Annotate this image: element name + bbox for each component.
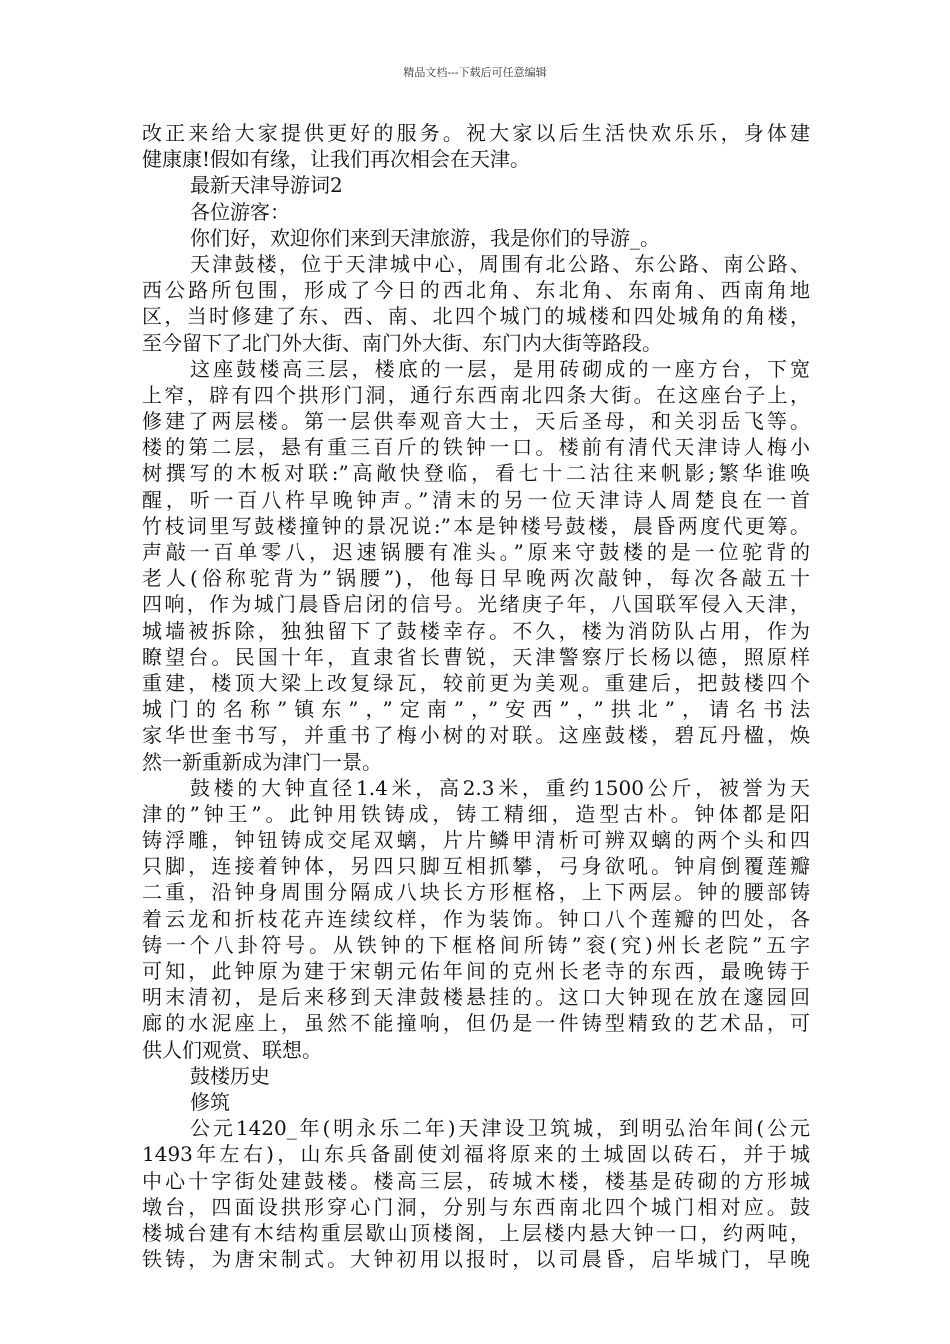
text-line: 醒，听一百八杵早晚钟声。”清末的另一位天津诗人周楚良在一首 — [142, 487, 810, 512]
text-line: 供人们观赏、联想。 — [142, 1037, 322, 1062]
text-line: 树撰写的木板对联:”高敞快登临，看七十二沽往来帆影;繁华谁唤 — [142, 461, 810, 486]
text-line: 区，当时修建了东、西、南、北四个城门的城楼和四处城角的角楼， — [142, 304, 810, 329]
text-line: 改正来给大家提供更好的服务。祝大家以后生活快欢乐乐，身体建 — [142, 121, 810, 145]
text-line: 健康康!假如有缘，让我们再次相会在天津。 — [142, 147, 531, 172]
text-line: 瞭望台。民国十年，直隶省长曹锐，天津警察厅长杨以德，照原样 — [142, 644, 810, 669]
text-line: 西公路所包围，形成了今日的西北角、东北角、东南角、西南角地 — [142, 278, 810, 303]
text-line: 你们好，欢迎你们来到天津旅游，我是你们的导游_。 — [190, 225, 660, 250]
text-line: 廊的水泥座上，虽然不能撞响，但仍是一件铸型精致的艺术品，可 — [142, 1011, 810, 1036]
text-line: 修筑 — [190, 1089, 230, 1114]
text-line: 铁铸，为唐宋制式。大钟初用以报时，以司晨昏，启毕城门，早晚 — [142, 1247, 810, 1272]
text-line: 中心十字街处建鼓楼。楼高三层，砖城木楼，楼基是砖砌的方形城 — [142, 1168, 810, 1193]
page-header: 精品文档---下载后可任意编辑 — [403, 66, 547, 79]
text-line: 铸一个八卦符号。从铁钟的下框格间所铸”衮(究)州长老院”五字 — [142, 932, 810, 957]
text-line: 墩台，四面设拱形穿心门洞，分别与东西南北四个城门相对应。鼓 — [142, 1194, 810, 1219]
text-line: 修建了两层楼。第一层供奉观音大士，天后圣母，和关羽岳飞等。 — [142, 409, 810, 434]
text-line: 竹枝词里写鼓楼撞钟的景况说:”本是钟楼号鼓楼，晨昏两度代更筹。 — [142, 513, 810, 538]
text-line: 至今留下了北门外大街、南门外大街、东门内大街等路段。 — [142, 330, 662, 355]
text-line: 公元1420_年(明永乐二年)天津设卫筑城，到明弘治年间(公元 — [190, 1116, 810, 1141]
text-line: 楼的第二层，悬有重三百斤的铁钟一口。楼前有清代天津诗人梅小 — [142, 435, 810, 460]
text-line: 1493年左右)，山东兵备副使刘福将原来的土城固以砖石，并于城 — [142, 1142, 810, 1167]
text-line: 老人(俗称驼背为”锅腰”)，他每日早晚两次敲钟，每次各敲五十 — [142, 566, 810, 591]
text-line: 城门的名称”镇东”，”定南”，”安西”，”拱北”，请名书法 — [142, 697, 810, 722]
text-line: 然一新重新成为津门一景。 — [142, 749, 382, 774]
text-line: 重建，楼顶大梁上改复绿瓦，较前更为美观。重建后，把鼓楼四个 — [142, 670, 810, 695]
text-line: 楼城台建有木结构重层歇山顶楼阁，上层楼内悬大钟一口，约两吨， — [142, 1220, 810, 1245]
text-line: 天津鼓楼，位于天津城中心，周围有北公路、东公路、南公路、 — [190, 251, 810, 276]
text-line: 鼓楼历史 — [190, 1063, 270, 1088]
text-line: 家华世奎书写，并重书了梅小树的对联。这座鼓楼，碧瓦丹楹，焕 — [142, 723, 810, 748]
text-line: 这座鼓楼高三层，楼底的一层，是用砖砌成的一座方台，下宽 — [190, 356, 810, 381]
text-line: 城墙被拆除，独独留下了鼓楼幸存。不久，楼为消防队占用，作为 — [142, 618, 810, 643]
text-line: 二重，沿钟身周围分隔成八块长方形框格，上下两层。钟的腰部铸 — [142, 880, 810, 905]
document-body — [142, 120, 810, 1272]
text-line: 最新天津导游词2 — [190, 173, 343, 198]
text-line: 鼓楼的大钟直径1.4米，高2.3米，重约1500公斤，被誉为天 — [190, 775, 810, 800]
text-line: 四响，作为城门晨昏启闭的信号。光绪庚子年，八国联军侵入天津， — [142, 592, 810, 617]
text-line: 声敲一百单零八，迟速锅腰有准头。”原来守鼓楼的是一位驼背的 — [142, 540, 810, 564]
text-line: 明末清初，是后来移到天津鼓楼悬挂的。这口大钟现在放在邃园回 — [142, 985, 810, 1010]
text-line: 上窄，辟有四个拱形门洞，通行东西南北四条大街。在这座台子上， — [142, 382, 810, 407]
text-line: 各位游客： — [190, 199, 290, 224]
text-line: 只脚，连接着钟体，另四只脚互相抓攀，弓身欲吼。钟肩倒覆莲瓣 — [142, 854, 810, 879]
text-line: 津的”钟王”。此钟用铁铸成，铸工精细，造型古朴。钟体都是阳 — [142, 801, 810, 826]
text-line: 着云龙和折枝花卉连续纹样，作为装饰。钟口八个莲瓣的凹处，各 — [142, 906, 810, 931]
text-line: 铸浮雕，钟钮铸成交尾双螭，片片鳞甲清析可辨双螭的两个头和四 — [142, 828, 810, 853]
text-line: 可知，此钟原为建于宋朝元佑年间的克州长老寺的东西，最晚铸于 — [142, 959, 810, 983]
